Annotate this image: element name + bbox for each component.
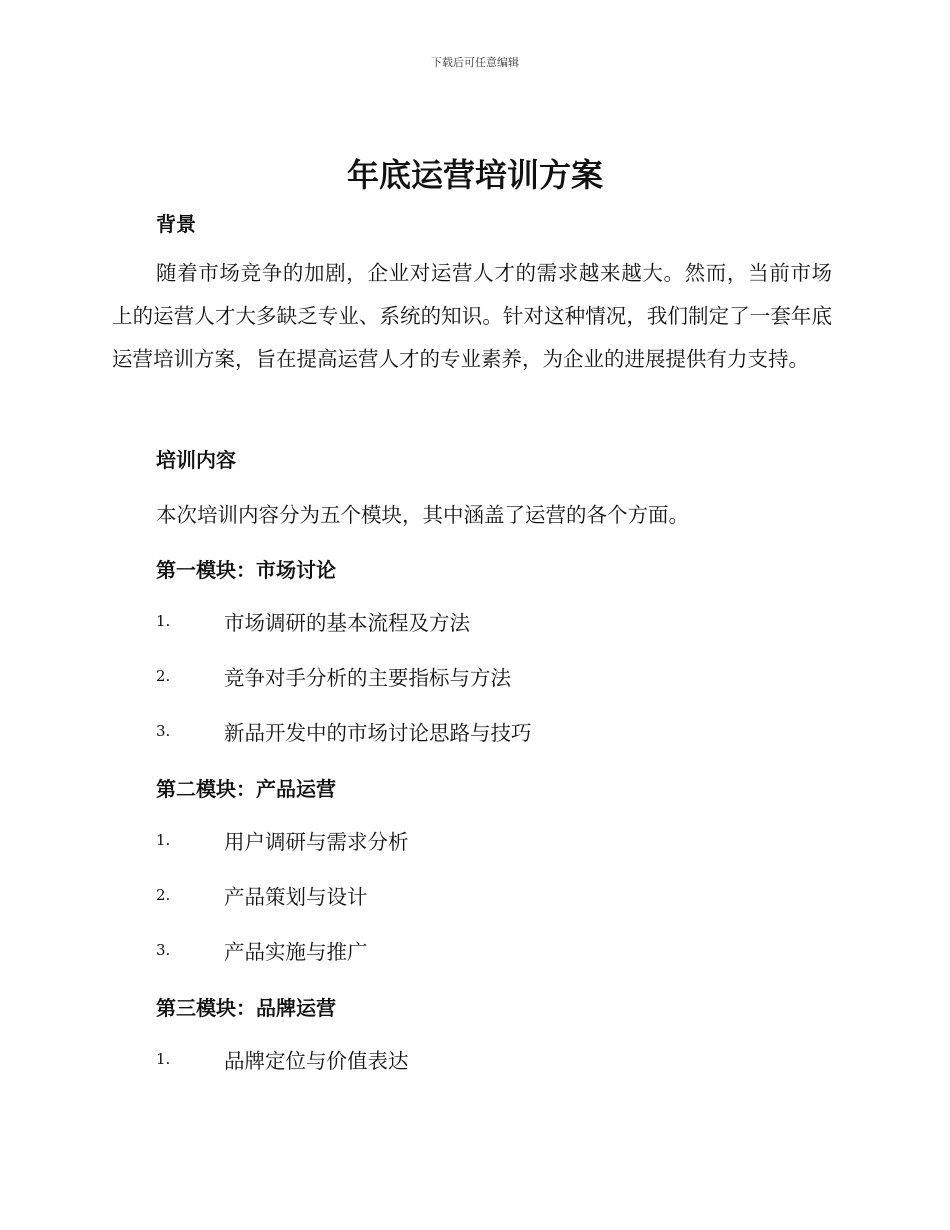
header-note: 下载后可任意编辑 xyxy=(431,56,519,69)
list-item xyxy=(156,662,511,690)
list-item xyxy=(156,826,409,854)
section-heading-background: 背景 xyxy=(156,212,196,236)
section-heading-training: 培训内容 xyxy=(156,448,236,472)
background-paragraph: 随着市场竞争的加剧，企业对运营人才的需求越来越大。然而，当前市场上的运营人才大多缺乏专业、系统的知识。针对这种情况，我们制定了一套年底运营培训方案，旨在提高运营人才的专业素养，为企业的进展提供有力支持。 xyxy=(112,261,832,371)
list-item-number: 1. xyxy=(156,1050,171,1068)
list-item-text: 品牌定位与价值表达 xyxy=(224,1049,409,1073)
list-item-text: 产品策划与设计 xyxy=(224,885,368,909)
list-item xyxy=(156,881,368,909)
module-heading-2: 第二模块：产品运营 xyxy=(156,777,336,801)
module-heading-3: 第三模块：品牌运营 xyxy=(156,996,336,1020)
list-item xyxy=(156,936,368,964)
list-item xyxy=(156,717,532,745)
training-intro: 本次培训内容分为五个模块，其中涵盖了运营的各个方面。 xyxy=(156,503,689,527)
list-item-number: 3. xyxy=(156,722,171,740)
list-item xyxy=(156,1045,409,1073)
module-heading-1: 第一模块：市场讨论 xyxy=(156,558,336,582)
document-title: 年底运营培训方案 xyxy=(346,156,603,194)
list-item-number: 2. xyxy=(156,667,171,685)
list-item-text: 市场调研的基本流程及方法 xyxy=(224,611,470,635)
list-item-number: 1. xyxy=(156,612,171,630)
list-item-text: 产品实施与推广 xyxy=(224,940,368,964)
list-item-number: 3. xyxy=(156,941,171,959)
list-item-number: 1. xyxy=(156,831,171,849)
list-item-text: 用户调研与需求分析 xyxy=(224,830,409,854)
list-item-text: 新品开发中的市场讨论思路与技巧 xyxy=(224,721,532,745)
list-item-number: 2. xyxy=(156,886,171,904)
list-item-text: 竞争对手分析的主要指标与方法 xyxy=(224,666,511,690)
list-item xyxy=(156,607,470,635)
